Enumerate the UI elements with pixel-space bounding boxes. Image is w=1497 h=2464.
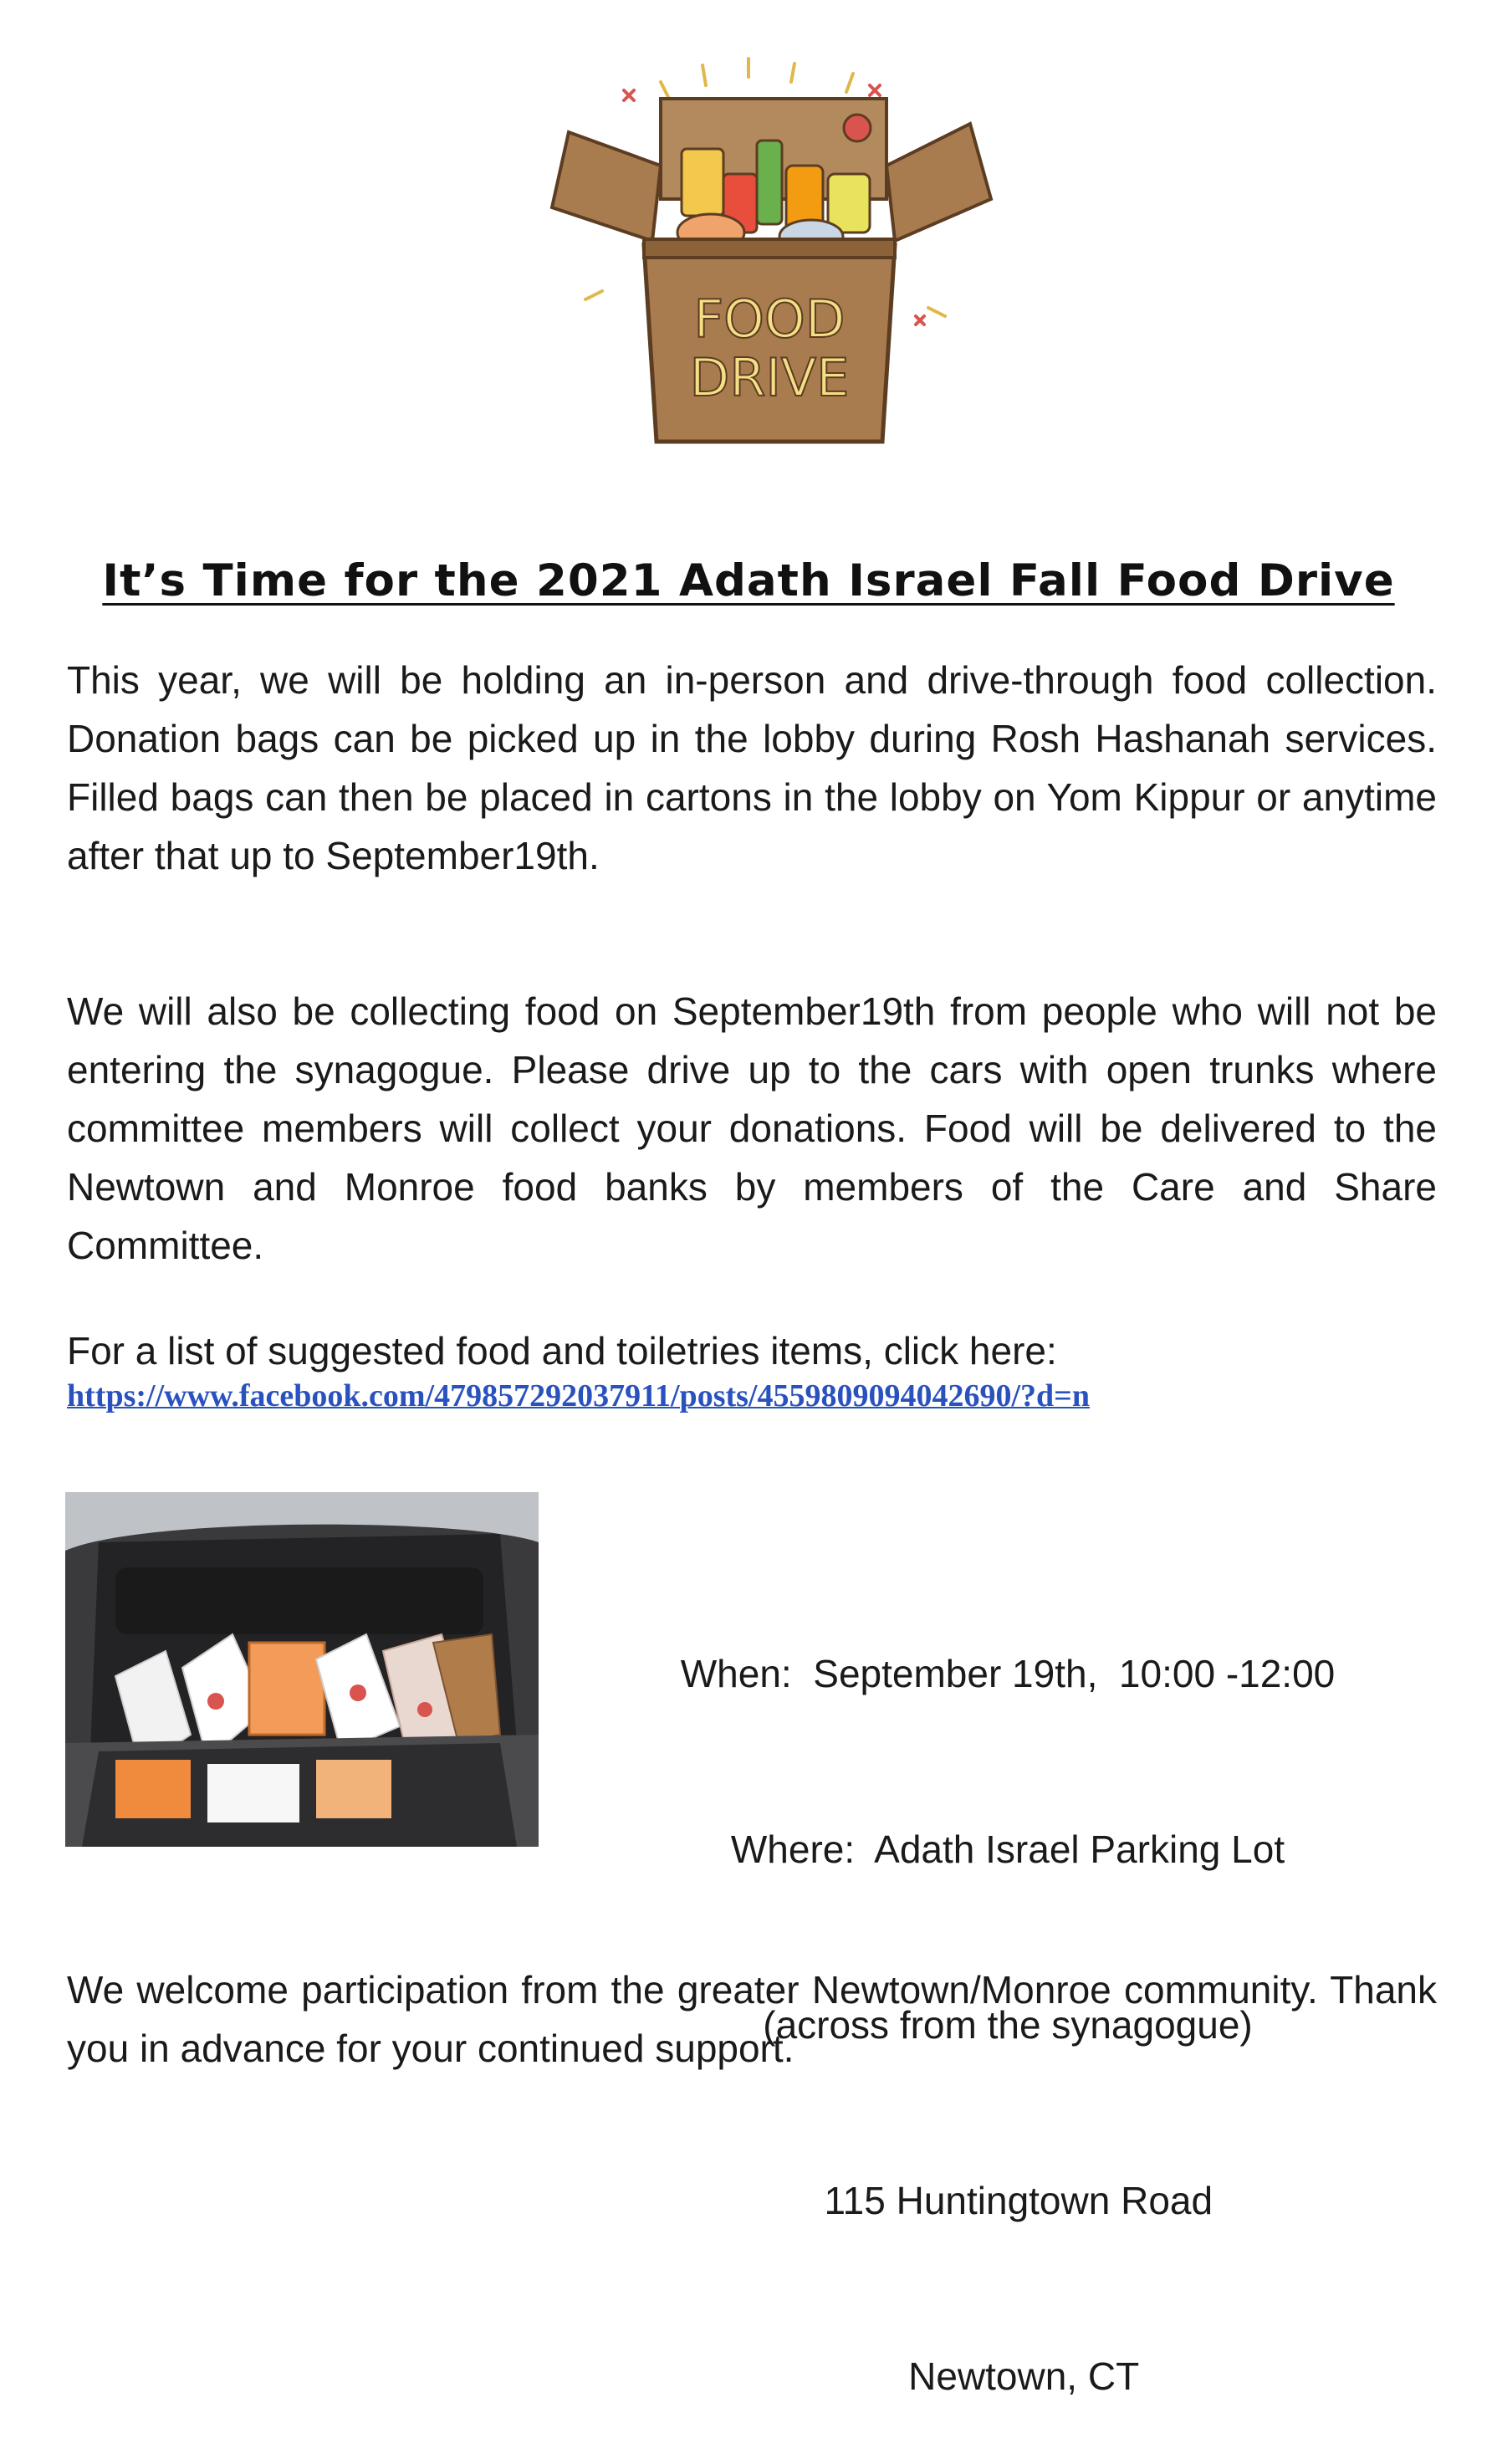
logo-text-drive: DRIVE <box>689 347 850 408</box>
logo-text-food: FOOD <box>693 289 846 350</box>
intro-paragraph: This year, we will be holding an in-person and drive-through food collection. Donation bags can be picked up in the lobby during Rosh Hashanah services. Filled bags can then be placed in cartons in the lobby on Yom Kippur or anytime after that up to September19th. <box>67 658 1437 877</box>
food-drive-logo <box>535 49 1004 467</box>
collection-paragraph: We will also be collecting food on September19th from people who will not be entering the synagogue. Please drive up to the cars with open trunks where committee members will collect your donations. Food will be delivered to the Newtown and Monroe food banks by members of the Care and Share Committee. <box>67 989 1437 1267</box>
event-location-note: (across from the synagogue) <box>763 2003 1253 2047</box>
event-when: When: September 19th, 10:00 -12:00 <box>680 1652 1336 1695</box>
list-prompt: For a list of suggested food and toiletries items, click here: <box>67 1329 1057 1373</box>
event-city: Newtown, CT <box>876 2354 1140 2398</box>
car-trunk-photo <box>65 1492 539 1847</box>
closing-paragraph: We welcome participation from the greater Newtown/Monroe community. Thank you in advance for your continued support. <box>67 1968 1437 2070</box>
event-where: Where: Adath Israel Parking Lot <box>730 1828 1285 1871</box>
event-address: 115 Huntingtown Road <box>802 2179 1213 2222</box>
facebook-link[interactable]: https://www.facebook.com/479857292037911/posts/4559809094042690/?d=n <box>67 1378 1090 1413</box>
page-title: It’s Time for the 2021 Adath Israel Fall Food Drive <box>102 555 1395 606</box>
